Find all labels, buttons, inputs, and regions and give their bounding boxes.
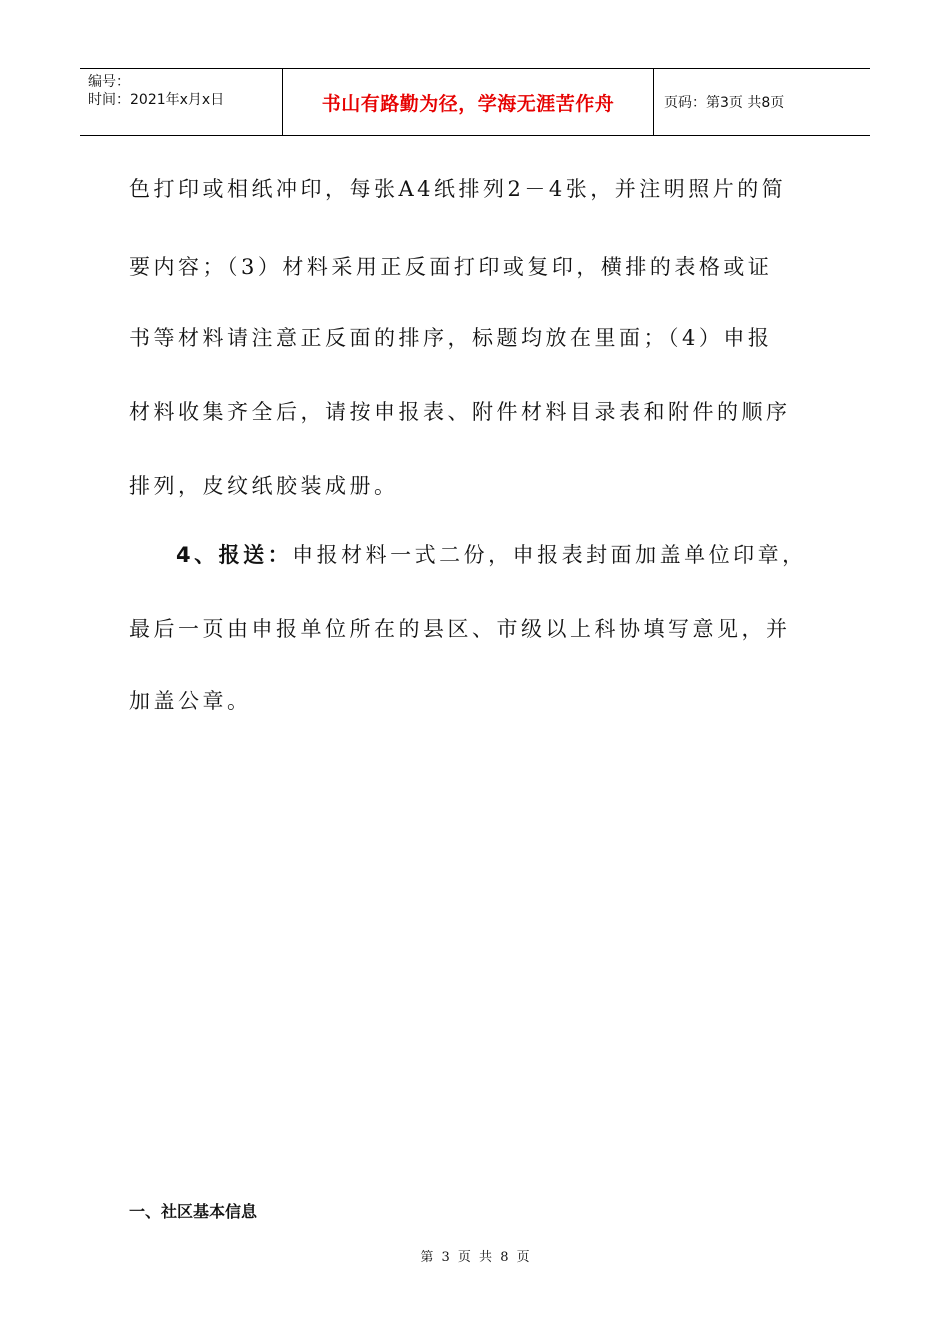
body-line-2: 要内容；（3）材料采用正反面打印或复印，横排的表格或证: [129, 255, 773, 279]
body-line-1: 色打印或相纸冲印，每张A4纸排列2－4张，并注明照片的简: [129, 177, 787, 201]
header-motto: 书山有路勤为径，学海无涯苦作舟: [321, 92, 615, 115]
header-meta: [80, 69, 282, 135]
date-label: 时间：2021年x月x日: [88, 92, 225, 108]
item-4-line-2: 最后一页由申报单位所在的县区、市级以上科协填写意见，并: [129, 617, 791, 641]
body-line-3: 书等材料请注意正反面的排序，标题均放在里面；（4）申报: [129, 326, 773, 350]
item-4-heading: 4、报送：: [176, 543, 293, 567]
header-motto-cell: [282, 69, 654, 135]
section-title: 一、社区基本信息: [129, 1202, 258, 1221]
item-4-paragraph: [176, 542, 807, 568]
body-line-4: 材料收集齐全后，请按申报表、附件材料目录表和附件的顺序: [129, 400, 791, 424]
serial-number-label: 编号：: [88, 74, 130, 90]
header-page-cell: [654, 69, 870, 135]
page-footer: 第 3 页 共 8 页: [420, 1250, 530, 1265]
item-4-line-3: 加盖公章。: [129, 689, 252, 713]
body-line-5: 排列，皮纹纸胶装成册。: [129, 474, 399, 498]
page-header: [80, 68, 870, 136]
header-page-number: 页码：第3页 共8页: [664, 95, 785, 111]
item-4-first-line: 申报材料一式二份，申报表封面加盖单位印章，: [292, 543, 807, 567]
